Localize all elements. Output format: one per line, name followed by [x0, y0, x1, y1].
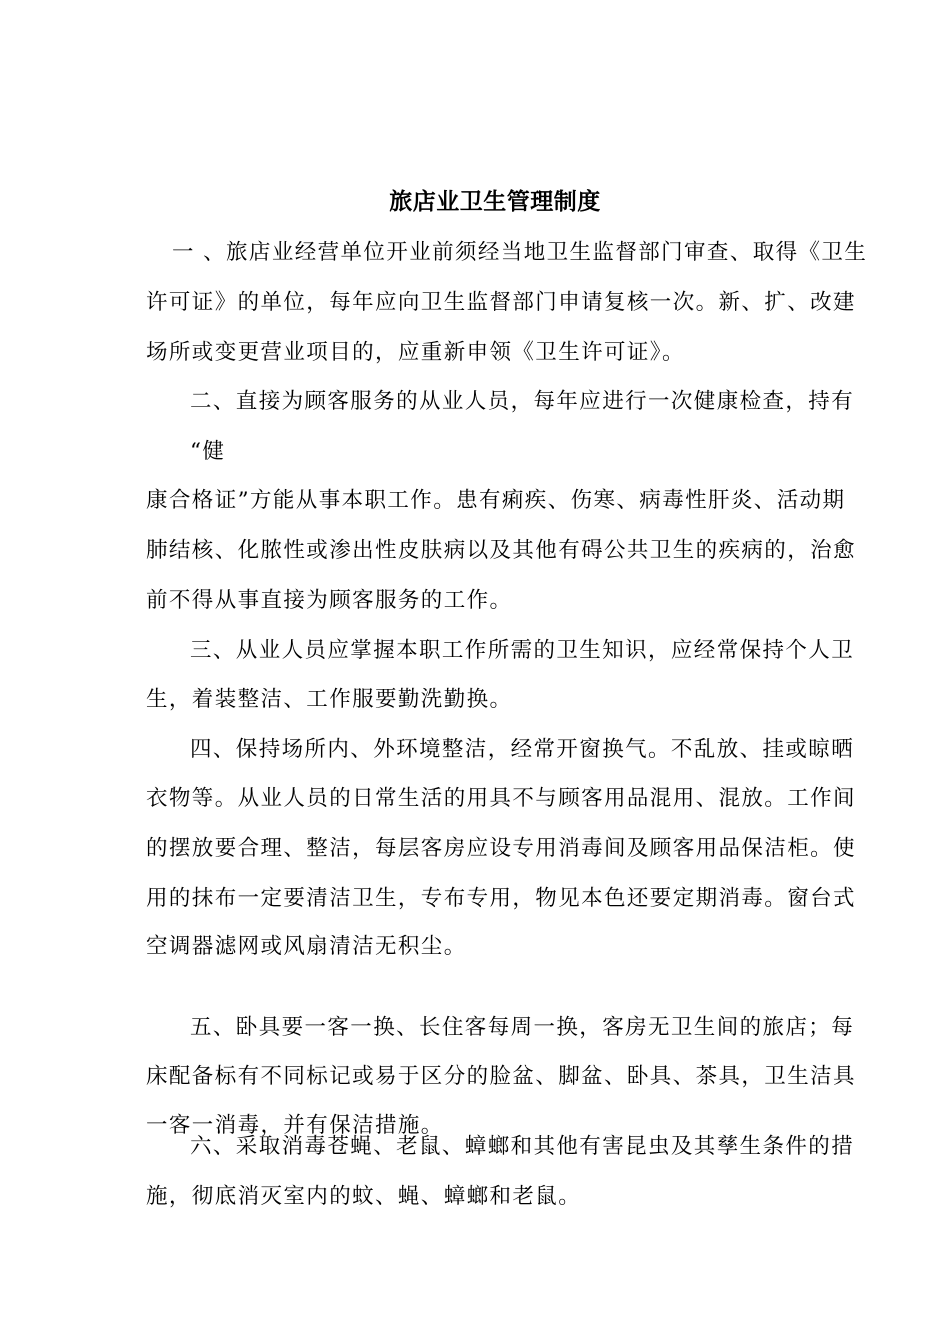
paragraph-4-line-5: 空调器滤网或风扇清洁无积尘。: [146, 934, 467, 959]
paragraph-4-line-2: 衣物等。从业人员的日常生活的用具不与顾客用品混用、混放。工作间: [146, 786, 856, 811]
paragraph-6-line-1: 六、采取消毒苍蝇、老鼠、蟑螂和其他有害昆虫及其孳生条件的措: [190, 1134, 855, 1159]
document-title: 旅店业卫生管理制度: [389, 189, 601, 215]
paragraph-5-line-1: 五、卧具要一客一换、长住客每周一换，客房无卫生间的旅店；每: [190, 1015, 855, 1040]
paragraph-2-line-2: “健: [190, 439, 226, 464]
paragraph-4-line-3: 的摆放要合理、整洁，每层客房应设专用消毒间及顾客用品保洁柜。使: [146, 836, 856, 861]
paragraph-4-line-4: 用的抹布一定要清洁卫生，专布专用，物见本色还要定期消毒。窗台式: [146, 886, 856, 911]
paragraph-6-line-2: 施，彻底消灭室内的蚊、蝇、蟑螂和老鼠。: [146, 1184, 582, 1209]
paragraph-3-line-2: 生，着装整洁、工作服要勤洗勤换。: [146, 687, 513, 712]
paragraph-2-line-4: 肺结核、化脓性或渗出性皮肤病以及其他有碍公共卫生的疾病的，治愈: [146, 538, 856, 563]
paragraph-2-line-5: 前不得从事直接为顾客服务的工作。: [146, 588, 513, 613]
paragraph-5-line-2: 床配备标有不同标记或易于区分的脸盆、脚盆、卧具、茶具，卫生洁具: [146, 1064, 856, 1089]
paragraph-1-line-2: 许可证》的单位，每年应向卫生监督部门申请复核一次。新、扩、改建: [146, 290, 856, 315]
paragraph-3-line-1: 三、从业人员应掌握本职工作所需的卫生知识，应经常保持个人卫: [190, 638, 855, 663]
paragraph-1-line-1: 一 、旅店业经营单位开业前须经当地卫生监督部门审查、取得《卫生: [172, 240, 868, 265]
paragraph-1-line-3: 场所或变更营业项目的，应重新申领《卫生许可证》。: [146, 340, 685, 365]
paragraph-2-line-1: 二、直接为顾客服务的从业人员，每年应进行一次健康检查，持有: [190, 389, 855, 414]
paragraph-5-line-3: 一客一消毒，并有保洁措施。: [146, 1113, 444, 1138]
paragraph-2-line-3: 康合格证”方能从事本职工作。患有痢疾、伤寒、病毒性肝炎、活动期: [146, 488, 846, 513]
paragraph-4-line-1: 四、保持场所内、外环境整洁，经常开窗换气。不乱放、挂或晾晒: [190, 737, 855, 762]
